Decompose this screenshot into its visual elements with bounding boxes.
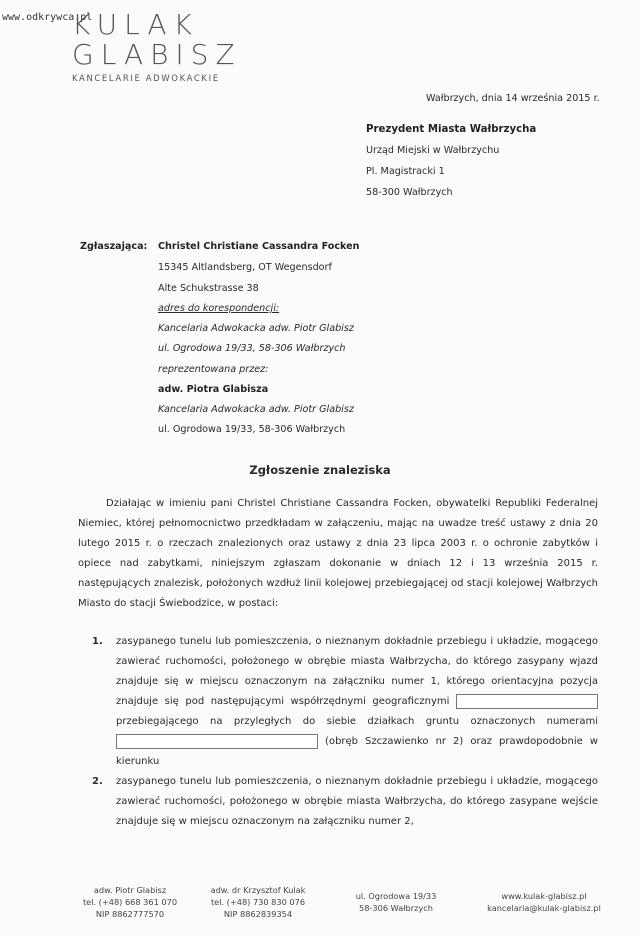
recipient-line-2: Pl. Magistracki 1 — [366, 166, 445, 177]
logo-line-2: GLABISZ — [72, 38, 242, 71]
footer-col-glabisz — [80, 884, 180, 920]
footer-street: ul. Ogrodowa 19/33 — [355, 891, 437, 901]
firm-logo — [72, 10, 242, 84]
list-item — [78, 632, 598, 772]
list-item-number: 2. — [92, 776, 103, 787]
applicant-address-1: 15345 Altlandsberg, OT Wegensdorf — [158, 262, 332, 273]
recipient-line-1: Urząd Miejski w Wałbrzychu — [366, 145, 500, 156]
coordinates-blank-field — [456, 694, 598, 709]
represented-label: reprezentowana przez: — [158, 364, 269, 375]
list-item-text-c: (obręb Szczawienko nr 2) oraz prawdopodobnie w kierunku — [116, 736, 598, 767]
findings-list — [78, 632, 598, 832]
list-item-text-b: przebiegającego na przyległych do siebie działkach gruntu oznaczonych numerami — [116, 716, 598, 727]
footer-nip: NIP 8862777570 — [95, 909, 165, 919]
footer-col-kulak — [203, 884, 313, 920]
list-item-text-a: zasypanego tunelu lub pomieszczenia, o nieznanym dokładnie przebiegu i układzie, mogącego zawierać ruchomości, położonego w obrębie miasta Wałbrzycha, do którego zasypany wjazd znajduje się w miejscu oznaczonym na załączniku numer 1, którego orientacyjna pozycja znajduje się pod następującymi współrzędnymi geograficznymi — [116, 636, 598, 707]
representative-line-1: Kancelaria Adwokacka adw. Piotr Glabisz — [158, 404, 354, 415]
applicant-name: Christel Christiane Cassandra Focken — [158, 241, 360, 252]
recipient-line-3: 58-300 Wałbrzych — [366, 187, 453, 198]
footer-name: adw. dr Krzysztof Kulak — [210, 885, 306, 895]
footer-website: www.kulak-glabisz.pl — [501, 891, 587, 901]
representative-line-2: ul. Ogrodowa 19/33, 58-306 Wałbrzych — [158, 424, 346, 435]
correspondence-label: adres do korespondencji: — [158, 303, 280, 314]
document-title: Zgłoszenie znaleziska — [249, 463, 391, 477]
footer-nip: NIP 8862839354 — [223, 909, 293, 919]
recipient-name: Prezydent Miasta Wałbrzycha — [366, 124, 537, 135]
logo-line-1: KULAK — [72, 8, 199, 41]
footer-col-address — [346, 890, 446, 914]
footer-name: adw. Piotr Glabisz — [93, 885, 167, 895]
footer-city: 58-306 Wałbrzych — [359, 903, 433, 913]
date-line: Wałbrzych, dnia 14 września 2015 r. — [426, 93, 600, 104]
list-item-text-a: zasypanego tunelu lub pomieszczenia, o nieznanym dokładnie przebiegu i układzie, mogącego zawierać ruchomości, położonego w obrębie miasta Wałbrzycha, do którego zasypane wejście znajduje się w miejscu oznaczonym na załączniku numer 2, — [116, 776, 598, 827]
footer-col-contact — [474, 890, 614, 914]
watermark: www.odkrywca.pl — [2, 12, 93, 23]
correspondence-line-2: ul. Ogrodowa 19/33, 58-306 Wałbrzych — [158, 343, 346, 354]
plot-numbers-blank-field — [116, 734, 318, 749]
applicant-address-2: Alte Schukstrasse 38 — [158, 283, 259, 294]
footer-phone: tel. (+48) 730 830 076 — [210, 897, 306, 907]
footer-phone: tel. (+48) 668 361 070 — [82, 897, 178, 907]
list-item — [78, 772, 598, 832]
intro-paragraph: Działając w imieniu pani Christel Christiane Cassandra Focken, obywatelki Republiki Federalnej Niemiec, której pełnomocnictwo przedkładam w załączeniu, mając na uwadze treść ustawy z dnia 20 lutego 2015 r. o rzeczach znalezionych oraz ustawy z dnia 23 lipca 2003 r. o ochronie zabytków i opiece nad zabytkami, niniejszym zgłaszam dokonanie w dniach 12 i 13 września 2015 r. następujących znalezisk, położonych wzdłuż linii kolejowej przebiegającej od stacji kolejowej Wałbrzych Miasto do stacji Świebodzice, w postaci: — [78, 498, 598, 609]
correspondence-line-1: Kancelaria Adwokacka adw. Piotr Glabisz — [158, 323, 354, 334]
logo-tagline: KANCELARIE ADWOKACKIE — [72, 74, 220, 84]
representative-name: adw. Piotra Glabisza — [158, 384, 269, 395]
footer-email: kancelaria@kulak-glabisz.pl — [487, 903, 601, 913]
applicant-label: Zgłaszająca: — [80, 241, 148, 252]
list-item-number: 1. — [92, 636, 103, 647]
